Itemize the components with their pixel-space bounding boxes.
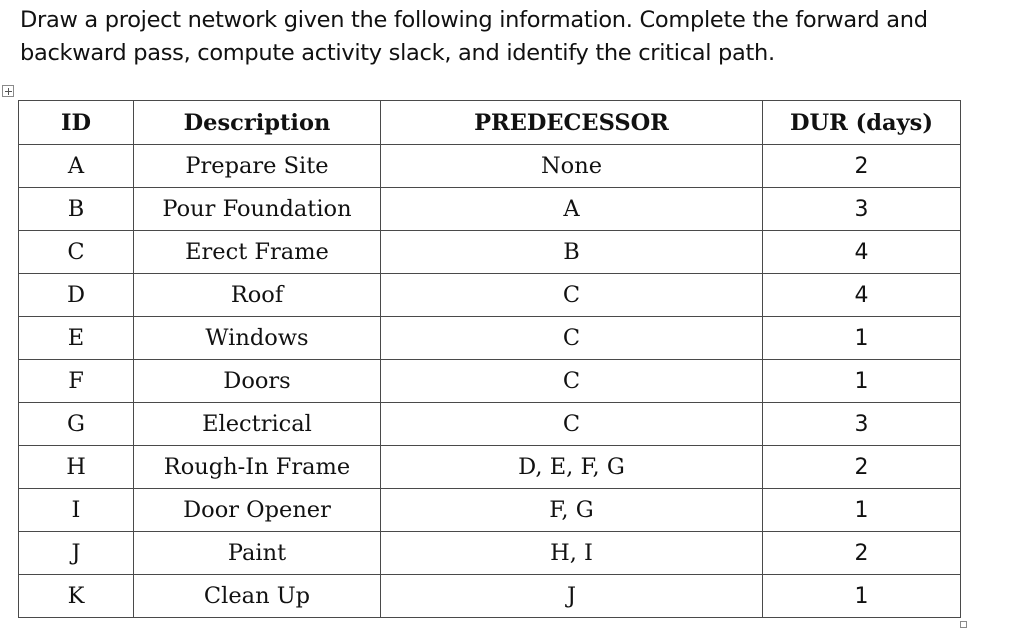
header-duration: DUR (days)	[763, 101, 961, 145]
table-row	[19, 532, 961, 575]
cell-duration: 2	[763, 145, 961, 188]
cell-duration: 1	[763, 489, 961, 532]
table-row	[19, 575, 961, 618]
table-row	[19, 403, 961, 446]
cell-description: Pour Foundation	[134, 188, 381, 231]
table-row	[19, 360, 961, 403]
cell-id: G	[19, 403, 134, 446]
cell-id: A	[19, 145, 134, 188]
cell-duration: 1	[763, 575, 961, 618]
cell-id: F	[19, 360, 134, 403]
cell-duration: 3	[763, 403, 961, 446]
cell-predecessor: C	[381, 317, 763, 360]
cell-description: Erect Frame	[134, 231, 381, 274]
cell-duration: 3	[763, 188, 961, 231]
cell-predecessor: H, I	[381, 532, 763, 575]
table-row	[19, 446, 961, 489]
cell-description: Electrical	[134, 403, 381, 446]
cell-id: D	[19, 274, 134, 317]
cell-description: Windows	[134, 317, 381, 360]
cell-id: H	[19, 446, 134, 489]
cell-description: Clean Up	[134, 575, 381, 618]
cell-predecessor: B	[381, 231, 763, 274]
header-predecessor: PREDECESSOR	[381, 101, 763, 145]
table-header-row	[19, 101, 961, 145]
cell-predecessor: F, G	[381, 489, 763, 532]
cell-duration: 2	[763, 446, 961, 489]
cell-predecessor: None	[381, 145, 763, 188]
cell-duration: 4	[763, 231, 961, 274]
table-row	[19, 317, 961, 360]
table-row	[19, 188, 961, 231]
cell-predecessor: C	[381, 403, 763, 446]
cell-duration: 1	[763, 360, 961, 403]
cell-predecessor: C	[381, 360, 763, 403]
table-row	[19, 231, 961, 274]
cell-duration: 2	[763, 532, 961, 575]
cell-duration: 4	[763, 274, 961, 317]
cell-description: Rough-In Frame	[134, 446, 381, 489]
header-description: Description	[134, 101, 381, 145]
cell-id: B	[19, 188, 134, 231]
cell-id: J	[19, 532, 134, 575]
table-resize-handle-icon[interactable]	[960, 621, 967, 628]
activity-table	[18, 100, 961, 618]
question-text: Draw a project network given the following information. Complete the forward and backward pass, compute activity slack, and identify the critical path.	[20, 7, 928, 66]
cell-description: Roof	[134, 274, 381, 317]
cell-predecessor: J	[381, 575, 763, 618]
table-move-handle-icon[interactable]	[2, 85, 14, 97]
cell-duration: 1	[763, 317, 961, 360]
cell-predecessor: A	[381, 188, 763, 231]
cell-predecessor: D, E, F, G	[381, 446, 763, 489]
cell-description: Prepare Site	[134, 145, 381, 188]
cell-id: C	[19, 231, 134, 274]
cell-description: Paint	[134, 532, 381, 575]
table-row	[19, 274, 961, 317]
cell-description: Door Opener	[134, 489, 381, 532]
table-row	[19, 145, 961, 188]
cell-id: E	[19, 317, 134, 360]
table-row	[19, 489, 961, 532]
cell-id: K	[19, 575, 134, 618]
header-id: ID	[19, 101, 134, 145]
cell-description: Doors	[134, 360, 381, 403]
cell-id: I	[19, 489, 134, 532]
cell-predecessor: C	[381, 274, 763, 317]
